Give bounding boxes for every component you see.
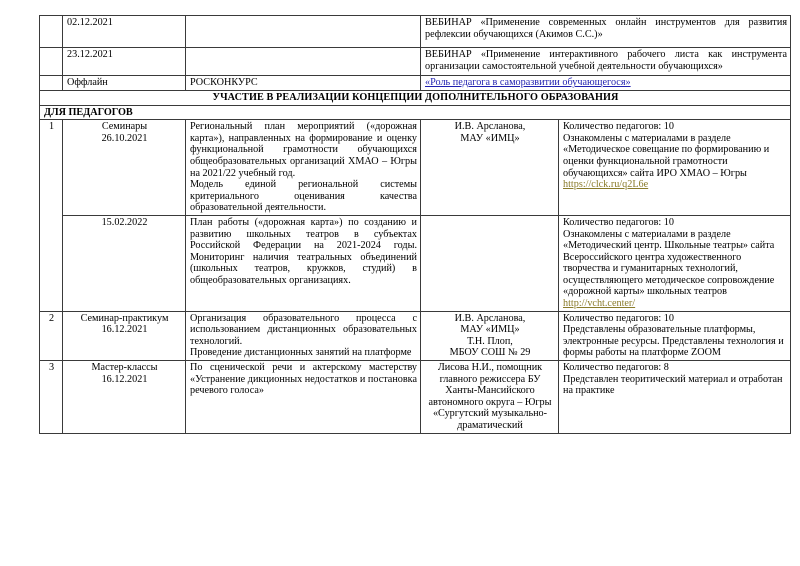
cell-participants: Лисова Н.И., помощник главного режиссера БУ Ханты-Мансийского автономного округа – Югры «Сургутский музыкально-драматический <box>421 361 559 434</box>
result-count: Количество педагогов: 10 <box>563 312 674 324</box>
participant-name: И.В. Арсланова, <box>454 312 526 324</box>
participant-org: МАУ «ИМЦ» <box>460 324 520 336</box>
cell-organizer: РОСКОНКУРС <box>186 76 421 91</box>
table-row <box>40 16 791 48</box>
cell-num <box>40 76 63 91</box>
cell-form <box>63 361 186 434</box>
cell-row-number: 3 <box>40 361 63 434</box>
cell-result <box>559 361 791 434</box>
result-count: Количество педагогов: 10 <box>563 121 674 133</box>
form-name: Семинар-практикум <box>80 312 169 324</box>
cell-content <box>186 361 421 434</box>
cell-form <box>63 311 186 360</box>
cell-result <box>559 215 791 311</box>
form-date: 16.12.2021 <box>101 324 148 336</box>
table-row <box>40 215 791 311</box>
cell-result <box>559 120 791 216</box>
cell-date: 02.12.2021 <box>63 16 186 48</box>
banner-row <box>40 90 791 105</box>
result-description: Представлен теоритический материал и отработан на практике <box>563 373 783 397</box>
cell-content <box>186 120 421 216</box>
participant-org-2: МБОУ СОШ № 29 <box>449 347 531 359</box>
result-hyperlink[interactable]: http://vcht.center/ <box>563 298 636 310</box>
cell-row-number: 1 <box>40 120 63 312</box>
cell-num <box>40 16 63 48</box>
form-name: Семинары <box>101 121 148 133</box>
report-table <box>39 15 791 434</box>
content-paragraph-1: По сценической речи и актерскому мастерству «Устранение дикционных недостатков и постановка речевого голоса» <box>190 362 417 397</box>
cell-content <box>186 311 421 360</box>
table-row <box>40 76 791 91</box>
cell-organizer <box>186 16 421 48</box>
cell-num <box>40 48 63 76</box>
content-paragraph-2: Проведение дистанционных занятий на платформе <box>190 347 412 359</box>
cell-event: ВЕБИНАР «Применение современных онлайн инструментов для развития рефлексии обучающихся (Акимов С.С.)» <box>421 16 791 48</box>
section-banner-title: УЧАСТИЕ В РЕАЛИЗАЦИИ КОНЦЕПЦИИ ДОПОЛНИТЕЛЬНОГО ОБРАЗОВАНИЯ <box>40 90 791 105</box>
cell-event-link-wrap <box>421 76 791 91</box>
event-hyperlink[interactable]: «Роль педагога в саморазвитии обучающегося» <box>425 77 631 89</box>
content-paragraph-1: Региональный план мероприятий («дорожная карта»), направленных на формирование и оценку функциональной грамотности обучающихся общеобразовательных организаций ХМАО – Югры на 2021/22 учебный год. <box>190 121 417 179</box>
cell-participants <box>421 215 559 311</box>
result-count: Количество педагогов: 10 <box>563 216 674 228</box>
form-date: 16.12.2021 <box>101 373 148 385</box>
subbanner-row <box>40 105 791 120</box>
cell-content <box>186 215 421 311</box>
cell-event: ВЕБИНАР «Применение интерактивного рабочего листа как инструмента организации самостоятельной учебной деятельности обучающихся» <box>421 48 791 76</box>
result-hyperlink[interactable]: https://clck.ru/q2L6e <box>563 179 649 191</box>
content-paragraph-1: Организация образовательного процесса с использованием дистанционных образовательных технологий. <box>190 312 417 347</box>
content-paragraph-1: План работы («дорожная карта») по созданию и развитию школьных театров в субъектах Российской Федерации на 2021-2024 годы. Мониторинг наличия театральных объединений (школьных театров, кружков, студий) в общеобразовательных организациях. <box>190 216 417 286</box>
section-subbanner: ДЛЯ ПЕДАГОГОВ <box>40 105 791 120</box>
result-description: Представлены образовательные платформы, электронные ресурсы. Представлены технология и формы работы на платформе ZOOM <box>563 324 784 359</box>
form-date: 15.02.2022 <box>101 216 148 228</box>
cell-result <box>559 311 791 360</box>
participant-name: И.В. Арсланова, <box>454 121 526 133</box>
table-row <box>40 48 791 76</box>
table-row <box>40 120 791 216</box>
table-row <box>40 361 791 434</box>
result-description: Ознакомлены с материалами в разделе «Методическое совещание по формированию и оценки функциональной грамотности обучающихся» сайта ИРО ХМАО – Югры <box>563 132 770 179</box>
table-row <box>40 311 791 360</box>
cell-participants <box>421 120 559 216</box>
cell-row-number: 2 <box>40 311 63 360</box>
cell-date: 23.12.2021 <box>63 48 186 76</box>
cell-organizer <box>186 48 421 76</box>
cell-participants <box>421 311 559 360</box>
content-paragraph-2: Модель единой региональной системы критериального оценивания качества образовательной деятельности. <box>190 179 417 214</box>
cell-date: Оффлайн <box>63 76 186 91</box>
cell-form <box>63 120 186 216</box>
form-date: 26.10.2021 <box>101 132 148 144</box>
form-name: Мастер-классы <box>91 362 158 374</box>
result-count: Количество педагогов: 8 <box>563 362 669 374</box>
participant-org: МАУ «ИМЦ» <box>460 132 520 144</box>
participant-name-2: Т.Н. Плоп, <box>467 335 513 347</box>
result-description: Ознакомлены с материалами в разделе «Методический центр. Школьные театры» сайта Всероссийского центра художественного творчества и гуманитарных технологий, осуществляющего методическое сопровождение «дорожной карты» школьных театров <box>563 228 775 298</box>
cell-form <box>63 215 186 311</box>
